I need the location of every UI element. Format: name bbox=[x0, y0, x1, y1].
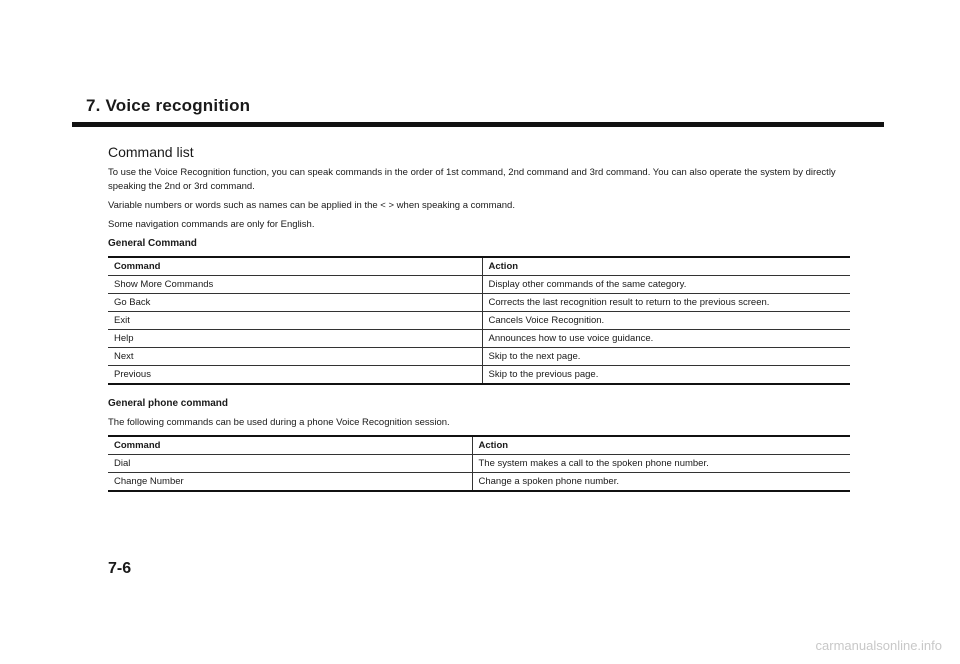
phone-command-description: The following commands can be used during a phone Voice Recognition session. bbox=[108, 417, 450, 428]
table-row bbox=[108, 348, 850, 366]
section-title: Command list bbox=[108, 144, 194, 160]
table-row bbox=[108, 366, 850, 385]
table-row bbox=[108, 276, 850, 294]
general-command-table bbox=[108, 256, 850, 385]
command-cell: Change Number bbox=[114, 475, 184, 487]
table-row bbox=[108, 473, 850, 492]
command-cell: Dial bbox=[114, 457, 131, 469]
command-cell: Go Back bbox=[114, 296, 151, 308]
content-area bbox=[108, 166, 850, 504]
action-cell: Skip to the next page. bbox=[482, 348, 850, 366]
column-header-command: Command bbox=[114, 260, 161, 272]
table-row bbox=[108, 294, 850, 312]
intro-paragraph-3: Some navigation commands are only for English. bbox=[108, 219, 315, 230]
action-cell: Skip to the previous page. bbox=[482, 366, 850, 385]
table-header-row bbox=[108, 257, 850, 276]
column-header-action: Action bbox=[482, 257, 850, 276]
phone-command-table bbox=[108, 435, 850, 492]
action-cell: Corrects the last recognition result to return to the previous screen. bbox=[482, 294, 850, 312]
watermark: carmanualsonline.info bbox=[815, 638, 942, 653]
command-cell: Help bbox=[114, 332, 134, 344]
table-row bbox=[108, 312, 850, 330]
table-header-row bbox=[108, 436, 850, 455]
header-rule bbox=[72, 122, 884, 127]
table-row bbox=[108, 455, 850, 473]
chapter-title: 7. Voice recognition bbox=[86, 96, 251, 115]
action-cell: Announces how to use voice guidance. bbox=[482, 330, 850, 348]
intro-paragraph-1: To use the Voice Recognition function, you can speak commands in the order of 1st command, 2nd command and 3rd command. You can also operate the system by directly speaking the 2nd or 3rd command. bbox=[108, 167, 836, 192]
page-number: 7-6 bbox=[108, 560, 132, 577]
column-header-command: Command bbox=[114, 439, 161, 451]
command-cell: Next bbox=[114, 350, 134, 362]
action-cell: Change a spoken phone number. bbox=[472, 473, 850, 492]
general-command-heading: General Command bbox=[108, 238, 197, 249]
command-cell: Previous bbox=[114, 368, 151, 380]
column-header-action: Action bbox=[472, 436, 850, 455]
command-cell: Exit bbox=[114, 314, 130, 326]
command-cell: Show More Commands bbox=[114, 278, 214, 290]
action-cell: Display other commands of the same category. bbox=[482, 276, 850, 294]
action-cell: Cancels Voice Recognition. bbox=[482, 312, 850, 330]
phone-command-heading: General phone command bbox=[108, 398, 229, 409]
intro-paragraph-2: Variable numbers or words such as names can be applied in the < > when speaking a command. bbox=[108, 200, 515, 211]
table-row bbox=[108, 330, 850, 348]
action-cell: The system makes a call to the spoken phone number. bbox=[472, 455, 850, 473]
